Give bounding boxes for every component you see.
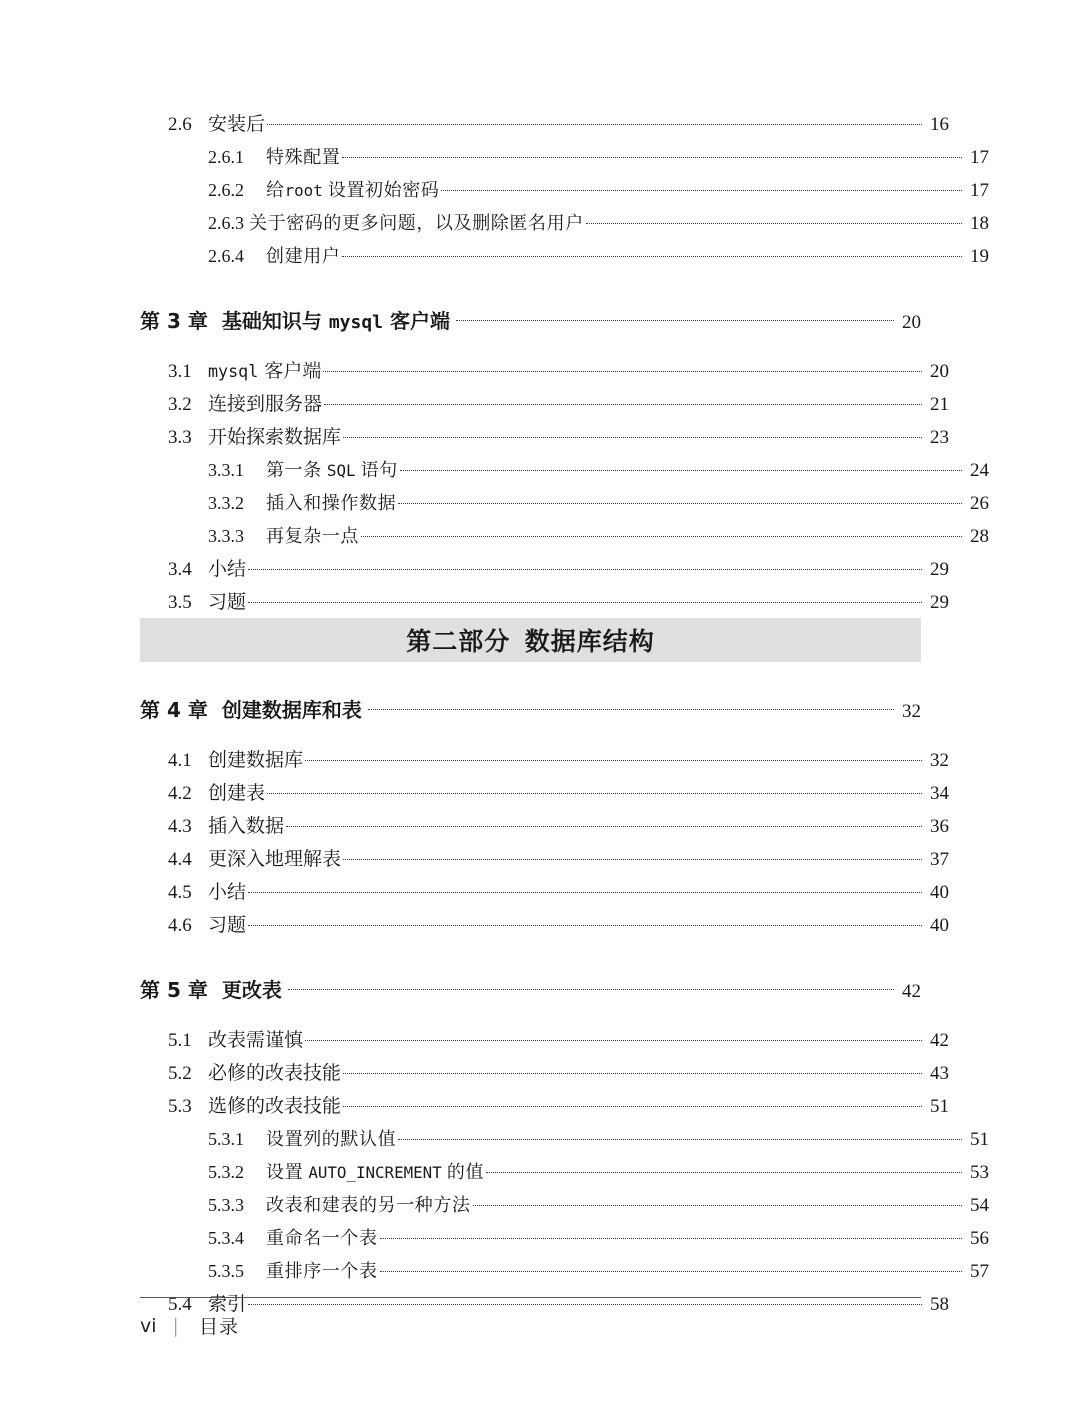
dot-leader: [343, 1060, 922, 1079]
entry-title: 重命名一个表: [266, 1228, 378, 1248]
entry-title: [266, 174, 439, 207]
dot-leader: [400, 458, 962, 476]
entry-title: 再复杂一点: [266, 526, 359, 546]
entry-number: 2.6: [168, 114, 192, 135]
entry-title-post: 客户端: [264, 360, 322, 382]
entry-page: 43: [930, 1063, 949, 1084]
entry-page: 51: [930, 1096, 949, 1117]
entry-title: 设置列的默认值: [266, 1129, 397, 1149]
entry-page: 26: [970, 493, 989, 514]
entry-number: 第 4 章: [140, 698, 208, 722]
entry-page: 34: [930, 783, 949, 804]
dot-leader: [267, 111, 922, 130]
footer-divider: [140, 1297, 921, 1298]
entry-page: 54: [970, 1195, 989, 1216]
toc-row-2-6-4[interactable]: [208, 240, 989, 273]
entry-page: 17: [970, 147, 989, 168]
entry-page: 16: [930, 114, 949, 135]
entry-number: 4.3: [168, 816, 192, 837]
toc-row-3-1[interactable]: [168, 355, 949, 388]
entry-number: 2.6.2: [208, 180, 244, 200]
entry-number: 4.4: [168, 849, 192, 870]
spacer: [140, 942, 921, 972]
entry-number: 2.6.1: [208, 147, 244, 167]
entry-number: 第 3 章: [140, 309, 208, 333]
entry-page: 56: [970, 1228, 989, 1249]
dot-leader: [343, 846, 922, 865]
entry-number: 3.3.3: [208, 526, 244, 546]
entry-page: 17: [970, 180, 989, 201]
entry-title: 索引: [208, 1293, 247, 1315]
dot-leader: [398, 1127, 962, 1145]
dot-leader: [486, 1160, 962, 1178]
dot-leader: [342, 244, 962, 262]
entry-title-post: 语句: [360, 460, 398, 480]
page-footer: [140, 1297, 921, 1339]
entry-number: 3.1: [168, 361, 192, 382]
entry-page: 29: [930, 559, 949, 580]
dot-leader: [267, 780, 922, 799]
dot-leader: [248, 879, 922, 898]
entry-title-post: 设置初始密码: [327, 180, 440, 200]
toc-row-3-3-3[interactable]: [208, 520, 989, 553]
toc-row-2-6-1[interactable]: [208, 141, 989, 174]
toc-entry-list-part2: [140, 692, 989, 1321]
entry-title: [222, 303, 450, 341]
entry-title-pre: 第一条: [266, 460, 322, 480]
toc-row-3-3-1[interactable]: [208, 454, 989, 487]
toc-row-3-2[interactable]: [168, 388, 949, 421]
spacer: [140, 730, 921, 744]
entry-number: 4.1: [168, 750, 192, 771]
entry-title-code: root: [284, 181, 323, 200]
entry-page: 20: [930, 361, 949, 382]
entry-title: 更改表: [221, 978, 282, 1002]
entry-number: 3.2: [168, 394, 192, 415]
entry-number: 5.3.3: [208, 1195, 244, 1215]
entry-title: 习题: [208, 914, 247, 936]
entry-page: 53: [970, 1162, 989, 1183]
entry-page: 40: [930, 915, 949, 936]
entry-title: 安装后: [208, 113, 266, 135]
entry-title: 插入和操作数据: [266, 493, 397, 513]
entry-title-code: SQL: [326, 461, 356, 480]
entry-title: 插入数据: [208, 815, 285, 837]
toc-row-4-4[interactable]: [168, 843, 949, 876]
entry-number: 3.3.1: [208, 460, 244, 480]
toc-page: [140, 0, 989, 1411]
toc-row-5-3-5[interactable]: [208, 1255, 989, 1288]
entry-title: 创建数据库和表: [221, 698, 362, 722]
entry-number: 3.5: [168, 592, 192, 613]
dot-leader: [456, 308, 894, 328]
entry-page: 24: [970, 460, 989, 481]
entry-title: 重排序一个表: [266, 1261, 378, 1281]
dot-leader: [586, 211, 962, 229]
spacer: [140, 341, 921, 355]
entry-title-code: mysql: [328, 312, 383, 333]
toc-row-5-3-2[interactable]: [208, 1156, 989, 1189]
toc-row-3-3-2[interactable]: [208, 487, 989, 520]
dot-leader: [398, 491, 962, 509]
entry-page: 21: [930, 394, 949, 415]
dot-leader: [248, 556, 922, 575]
entry-number: 2.6.4: [208, 246, 244, 266]
entry-title: 选修的改表技能: [208, 1095, 342, 1117]
entry-title: 关于密码的更多问题，以及删除匿名用户: [249, 213, 584, 233]
entry-page: 40: [930, 882, 949, 903]
dot-leader: [324, 391, 922, 410]
entry-page: 32: [930, 750, 949, 771]
dot-leader: [361, 524, 962, 542]
dot-leader: [343, 1093, 922, 1112]
spacer: [140, 273, 921, 303]
dot-leader: [343, 424, 922, 443]
toc-row-3-4[interactable]: [168, 553, 949, 586]
entry-page: 37: [930, 849, 949, 870]
part-title: 数据库结构: [524, 629, 655, 656]
entry-page: 20: [902, 312, 921, 333]
toc-row-4-2[interactable]: [168, 777, 949, 810]
entry-page: 23: [930, 427, 949, 448]
toc-row-5-1[interactable]: [168, 1024, 949, 1057]
dot-leader: [305, 1027, 922, 1046]
entry-page: 57: [970, 1261, 989, 1282]
toc-row-4-5[interactable]: [168, 876, 949, 909]
footer-separator: |: [172, 1314, 179, 1337]
entry-number: 4.5: [168, 882, 192, 903]
toc-row-4-6[interactable]: [168, 909, 949, 942]
toc-row-4-3[interactable]: [168, 810, 949, 843]
entry-title: 必修的改表技能: [208, 1062, 342, 1084]
dot-leader: [288, 977, 894, 997]
entry-title: 特殊配置: [266, 147, 341, 167]
toc-row-2-6-3[interactable]: [208, 207, 989, 240]
entry-page: 29: [930, 592, 949, 613]
entry-number: 4.2: [168, 783, 192, 804]
dot-leader: [473, 1193, 962, 1211]
entry-title-post: 客户端: [389, 309, 450, 333]
entry-page: 42: [902, 981, 921, 1002]
entry-title-code: mysql: [208, 361, 259, 381]
entry-number: 5.2: [168, 1063, 192, 1084]
entry-number: 5.1: [168, 1030, 192, 1051]
entry-page: 51: [970, 1129, 989, 1150]
entry-number: 5.3: [168, 1096, 192, 1117]
toc-row-5-3[interactable]: [168, 1090, 949, 1123]
spacer: [140, 1010, 921, 1024]
toc-entry-list: [140, 108, 989, 619]
entry-page: 32: [902, 701, 921, 722]
toc-row-2-6[interactable]: [168, 108, 949, 141]
entry-title-pre: 基础知识与: [221, 309, 322, 333]
toc-row-5-3-1[interactable]: [208, 1123, 989, 1156]
entry-title-code: AUTO_INCREMENT: [308, 1163, 442, 1182]
entry-title: 小结: [208, 881, 247, 903]
dot-leader: [248, 589, 922, 608]
entry-number: 5.3.4: [208, 1228, 244, 1248]
entry-page: 42: [930, 1030, 949, 1051]
entry-title: 开始探索数据库: [208, 426, 342, 448]
toc-row-4-1[interactable]: [168, 744, 949, 777]
dot-leader: [441, 178, 962, 196]
dot-leader: [305, 747, 922, 766]
toc-row-chapter-3[interactable]: [140, 303, 921, 341]
toc-row-5-3-3[interactable]: [208, 1189, 989, 1222]
entry-title: [208, 355, 321, 387]
entry-title-post: 的值: [446, 1162, 485, 1182]
entry-title: 连接到服务器: [208, 393, 323, 415]
entry-title: 更深入地理解表: [208, 848, 342, 870]
dot-leader: [368, 697, 894, 717]
dot-leader: [323, 358, 922, 377]
toc-row-chapter-5[interactable]: [140, 972, 921, 1010]
entry-number: 3.4: [168, 559, 192, 580]
toc-row-3-3[interactable]: [168, 421, 949, 454]
entry-title: 改表和建表的另一种方法: [266, 1195, 471, 1215]
entry-title: 创建表: [208, 782, 266, 804]
entry-title-pre: 设置: [266, 1162, 304, 1182]
entry-page: 36: [930, 816, 949, 837]
entry-number: 5.3.1: [208, 1129, 244, 1149]
page-folio: vi: [140, 1314, 157, 1337]
entry-title: 小结: [208, 558, 247, 580]
toc-row-5-2[interactable]: [168, 1057, 949, 1090]
entry-title: 改表需谨慎: [208, 1029, 304, 1051]
dot-leader: [342, 145, 962, 163]
entry-title: [266, 454, 398, 487]
part-label: 第二部分: [406, 629, 511, 656]
entry-title: [266, 1156, 484, 1189]
entry-page: 28: [970, 526, 989, 547]
entry-number: 第 5 章: [140, 978, 208, 1002]
entry-number: 5.3.5: [208, 1261, 244, 1281]
entry-number: 4.6: [168, 915, 192, 936]
entry-page: 18: [970, 213, 989, 234]
toc-row-2-6-2[interactable]: [208, 174, 989, 207]
dot-leader: [286, 813, 922, 832]
entry-title: 创建数据库: [208, 749, 304, 771]
entry-title: 习题: [208, 591, 247, 613]
dot-leader: [380, 1259, 962, 1277]
entry-page: 19: [970, 246, 989, 267]
entry-number: 3.3.2: [208, 493, 244, 513]
part-gap: [510, 629, 525, 656]
entry-page: 58: [930, 1294, 949, 1315]
entry-number: 2.6.3: [208, 213, 244, 233]
entry-number: 5.4: [168, 1294, 192, 1315]
entry-title-pre: 给: [266, 180, 285, 200]
entry-number: 3.3: [168, 427, 192, 448]
toc-row-3-5[interactable]: [168, 586, 949, 619]
dot-leader: [380, 1226, 962, 1244]
toc-row-5-3-4[interactable]: [208, 1222, 989, 1255]
dot-leader: [248, 912, 922, 931]
part-banner-text: [406, 622, 655, 658]
toc-row-chapter-4[interactable]: [140, 692, 921, 730]
entry-number: 5.3.2: [208, 1162, 244, 1182]
footer-section-label: 目录: [198, 1316, 239, 1338]
entry-title: 创建用户: [266, 246, 341, 266]
footer-content: [140, 1312, 921, 1339]
part-banner: [140, 618, 921, 662]
